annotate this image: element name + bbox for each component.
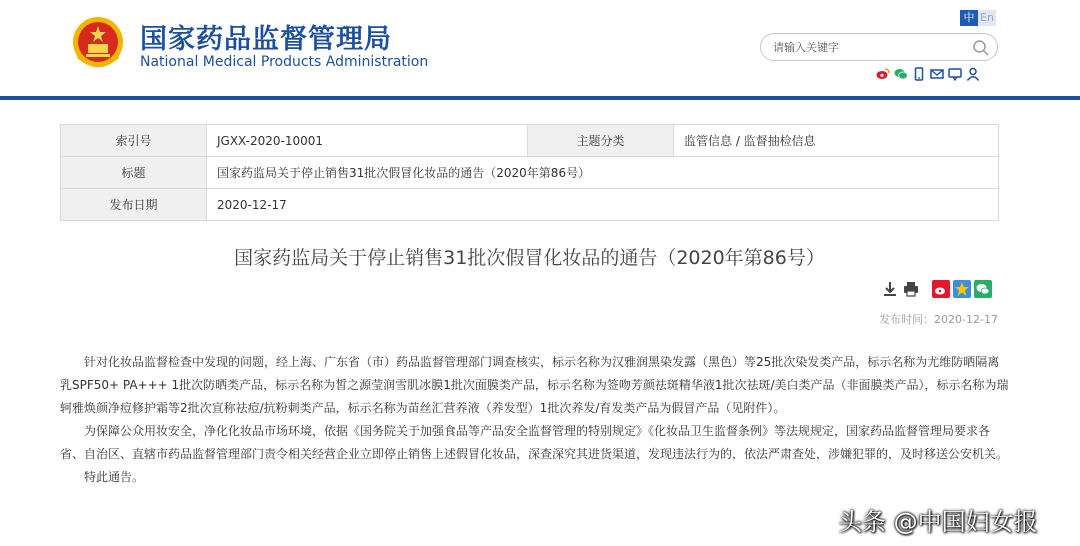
search-icon[interactable] [972, 39, 990, 57]
site-title-cn[interactable]: 国家药品监督管理局 [140, 24, 392, 55]
message-icon[interactable] [948, 66, 962, 80]
category-value: 监管信息 / 监督抽检信息 [674, 125, 999, 157]
table-row [61, 157, 999, 189]
weibo-icon[interactable] [876, 66, 890, 80]
article-tools [881, 280, 995, 298]
share-weibo-icon[interactable] [932, 280, 950, 298]
table-row [61, 189, 999, 221]
social-links [876, 66, 980, 80]
paragraph: 针对化妆品监督检查中发现的问题，经上海、广东省（市）药品监督管理部门调查核实，标示名称为汉雅润黑染发露（黑色）等25批次染发类产品，标示名称为尤维防晒隔离乳SPF50+ PA+++ 1批次防晒类产品，标示名称为皙之源莹润雪肌冰膜1批次面膜类产品，标示名称为签吻芳颜祛斑精华液1批次祛斑/美白类产品（非面膜类产品），标示名称为瑞轲雅焕颜净痘修护霜等2批次宣称祛痘/抗粉刺类产品，标示名称为苗丝汇营养液（养发型）1批次养发/育发类产品为假冒产品（见附件）。 [60, 355, 1009, 415]
category-label: 主题分类 [528, 125, 674, 157]
national-emblem-icon [72, 14, 124, 70]
search-input[interactable] [773, 38, 963, 56]
article-title: 国家药监局关于停止销售31批次假冒化妆品的通告（2020年第86号） [234, 247, 825, 269]
title-value: 国家药监局关于停止销售31批次假冒化妆品的通告（2020年第86号） [207, 157, 999, 189]
source-watermark: 头条 @中国妇女报 [838, 508, 1038, 536]
date-label: 发布日期 [61, 189, 207, 221]
article-meta-table [60, 124, 999, 221]
print-icon[interactable] [902, 280, 920, 298]
paragraph: 为保障公众用妆安全，净化化妆品市场环境，依据《国务院关于加强食品等产品安全监督管理的特别规定》《化妆品卫生监督条例》等法规规定，国家药品监督管理局要求各省、自治区、直辖市药品监督管理部门责令相关经营企业立即停止销售上述假冒化妆品，深查深究其进货渠道，发现违法行为的，依法严肃查处，涉嫌犯罪的，及时移送公安机关。 [60, 424, 1009, 461]
index-label: 索引号 [61, 125, 207, 157]
wechat-icon[interactable] [894, 66, 908, 80]
search-box [760, 33, 998, 61]
user-icon[interactable] [966, 66, 980, 80]
lang-en-button[interactable]: En [978, 10, 996, 26]
share-qzone-icon[interactable] [953, 280, 971, 298]
language-switch [960, 10, 996, 26]
site-title-en[interactable]: National Medical Products Administration [140, 54, 429, 70]
index-value: JGXX-2020-10001 [207, 125, 528, 157]
paragraph: 特此通告。 [84, 470, 145, 484]
table-row [61, 125, 999, 157]
mobile-icon[interactable] [912, 66, 926, 80]
article-body [60, 351, 1010, 489]
date-value: 2020-12-17 [207, 189, 999, 221]
site-header [0, 0, 1080, 96]
header-divider [0, 96, 1080, 100]
lang-zh-button[interactable]: 中 [960, 10, 978, 26]
publish-time: 发布时间：2020-12-17 [879, 313, 998, 326]
download-icon[interactable] [881, 280, 899, 298]
share-wechat-icon[interactable] [974, 280, 992, 298]
mail-icon[interactable] [930, 66, 944, 80]
title-label: 标题 [61, 157, 207, 189]
